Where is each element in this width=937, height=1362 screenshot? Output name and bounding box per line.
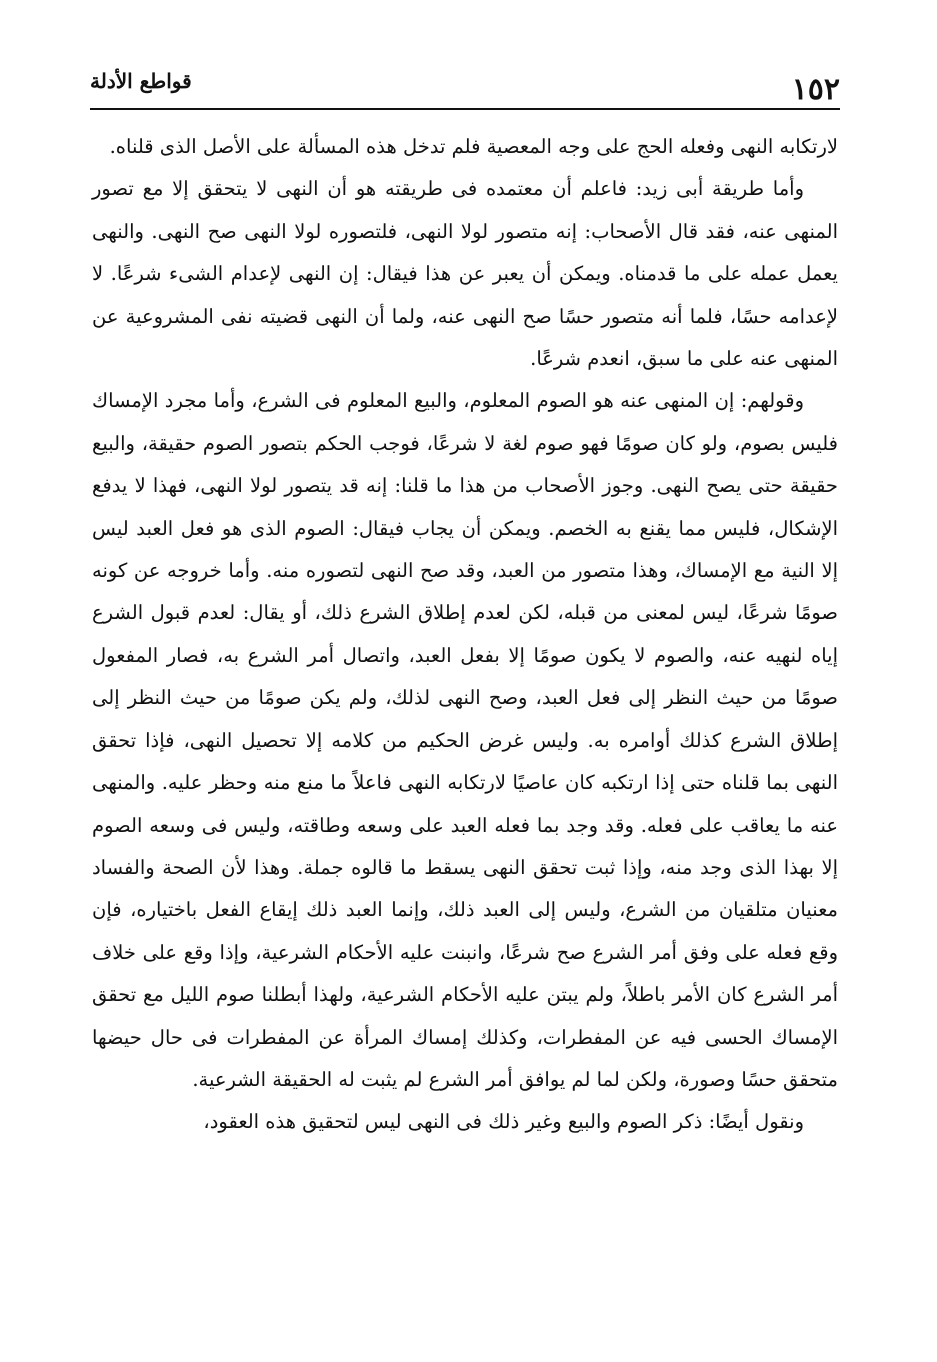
paragraph-3: وقولهم: إن المنهى عنه هو الصوم المعلوم، والبيع المعلوم فى الشرع، وأما مجرد الإمساك فليس بصوم، ولو كان صومًا فهو صوم لغة لا شرعًا، فوجب الحكم بتصور الصوم حقيقة، والبيع حقيقة حتى يصح النهى. وجوز الأصحاب من هذا ما قلنا: إنه قد يتصور لولا النهى، فهذا لا يدفع الإشكال، فليس مما يقنع به الخصم. ويمكن أن يجاب فيقال: الصوم الذى هو فعل العبد ليس إلا النية مع الإمساك، وهذا متصور من العبد، وقد صح النهى لتصوره منه. وأما خروجه عن كونه صومًا شرعًا، ليس لمعنى من قبله، لكن لعدم إطلاق الشرع ذلك، أو يقال: لعدم قبول الشرع إياه لنهيه عنه، والصوم لا يكون صومًا إلا بفعل العبد، واتصال أمر الشرع به، فصار المفعول صومًا من حيث النظر إلى فعل العبد، وصح النهى لذلك، ولم يكن صومًا من حيث النظر إلى إطلاق الشرع كذلك أوامره به. وليس غرض الحكيم من كلامه إلا تحصيل النهى، فإذا تحقق النهى بما قلناه حتى إذا ارتكبه كان عاصيًا لارتكابه النهى فاعلاً ما منع منه وحظر عليه. والمنهى عنه ما يعاقب على فعله. وقد وجد بما فعله العبد على وسعه وطاقته، وليس فى وسعه الصوم إلا بهذا الذى وجد منه، وإذا ثبت تحقق النهى يسقط ما قالوه جملة. وهذا لأن الصحة والفساد معنيان متلقيان من الشرع، وليس إلى العبد ذلك، وإنما العبد ذلك إيقاع الفعل باختياره، فإن وقع فعله على وفق أمر الشرع صح شرعًا، وانبنت عليه الأحكام الشرعية، وإذا وقع على خلاف أمر الشرع كان الأمر باطلاً، ولم يبتن عليه الأحكام الشرعية، ولهذا أبطلنا صوم الليل مع تحقق الإمساك الحسى فيه عن المفطرات، وكذلك إمساك المرأة عن المفطرات فى حال حيضها متحقق حسًا وصورة، ولكن لما لم يوافق أمر الشرع لم يثبت له الحقيقة الشرعية. xyxy=(92,389,838,1091)
page-number: ١٥٢ xyxy=(791,72,840,107)
page-header xyxy=(90,62,840,108)
running-title: قواطع الأدلة xyxy=(90,69,192,93)
header-rule xyxy=(90,108,840,110)
main-text xyxy=(92,126,838,1144)
paragraph-1: لارتكابه النهى وفعله الحج على وجه المعصية فلم تدخل هذه المسألة على الأصل الذى قلناه. xyxy=(109,135,838,158)
paragraph-4: ونقول أيضًا: ذكر الصوم والبيع وغير ذلك فى النهى ليس لتحقيق هذه العقود، xyxy=(203,1110,804,1134)
paragraph-2: وأما طريقة أبى زيد: فاعلم أن معتمده فى طريقته هو أن النهى لا يتحقق إلا مع تصور المنهى عنه، فقد قال الأصحاب: إنه متصور لولا النهى، فلتصوره لولا النهى صح النهى. والنهى يعمل عمله على ما قدمناه. ويمكن أن يعبر عن هذا فيقال: إن النهى لإعدام الشىء شرعًا. لا لإعدامه حسًا، فلما أنه متصور حسًا صح النهى عنه، ولما أن النهى قضيته نفى المشروعية عن المنهى عنه على ما سبق، انعدم شرعًا. xyxy=(92,177,838,371)
